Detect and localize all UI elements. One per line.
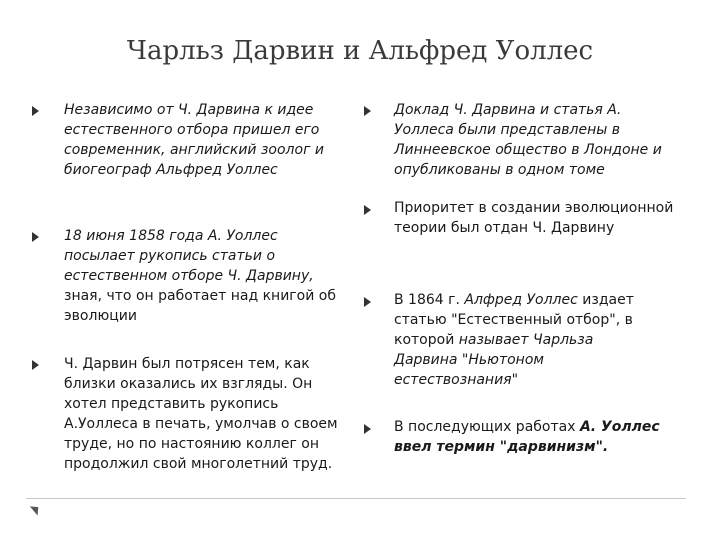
left-item-2 [64, 226, 346, 326]
left-item-2-regular: зная, что он работает над книгой об эволюции [64, 288, 336, 324]
slide-title: Чарльз Дарвин и Альфред Уоллес [126, 36, 594, 66]
left-item-1: Независимо от Ч. Дарвина к идее естественного отбора пришел его современник, английский зоолог и биогеограф Альфред Уоллес [64, 102, 324, 178]
right-item-4 [394, 417, 692, 457]
bullet-arrow-icon [32, 232, 39, 242]
right-item-3-seg1: В 1864 г. [394, 292, 465, 308]
right-item-4-seg2: А. Уоллес ввел термин "дарвинизм". [394, 419, 660, 455]
right-item-3-seg3: издает статью "Естественный отбор", в которой [394, 292, 634, 348]
bullet-arrow-icon [32, 106, 39, 116]
right-item-3-seg2: Алфред Уоллес [464, 292, 578, 308]
footer-divider [26, 498, 686, 499]
bullet-arrow-icon [32, 360, 39, 370]
left-item-3: Ч. Дарвин был потрясен тем, как близки оказались их взгляды. Он хотел представить рукопись А.Уоллеса в печать, умолчав о своем труде, но по настоянию коллег он продолжил свой многолетний труд. [64, 356, 338, 472]
right-item-2: Приоритет в создании эволюционной теории был отдан Ч. Дарвину [394, 200, 674, 236]
left-item-2-italic: 18 июня 1858 года А. Уоллес посылает рукопись статьи о естественном отборе Ч. Дарвину, [64, 228, 314, 284]
bullet-arrow-icon [364, 424, 371, 434]
right-item-3 [394, 290, 656, 390]
corner-arrow-icon [30, 502, 42, 515]
bullet-arrow-icon [364, 297, 371, 307]
bullet-arrow-icon [364, 205, 371, 215]
right-item-4-seg1: В последующих работах [394, 419, 580, 435]
right-item-3-seg4: называет Чарльза Дарвина "Ньютоном естествознания" [394, 332, 594, 388]
right-item-1: Доклад Ч. Дарвина и статья А. Уоллеса были представлены в Линнеевское общество в Лондоне и опубликованы в одном томе [394, 102, 662, 178]
bullet-arrow-icon [364, 106, 371, 116]
